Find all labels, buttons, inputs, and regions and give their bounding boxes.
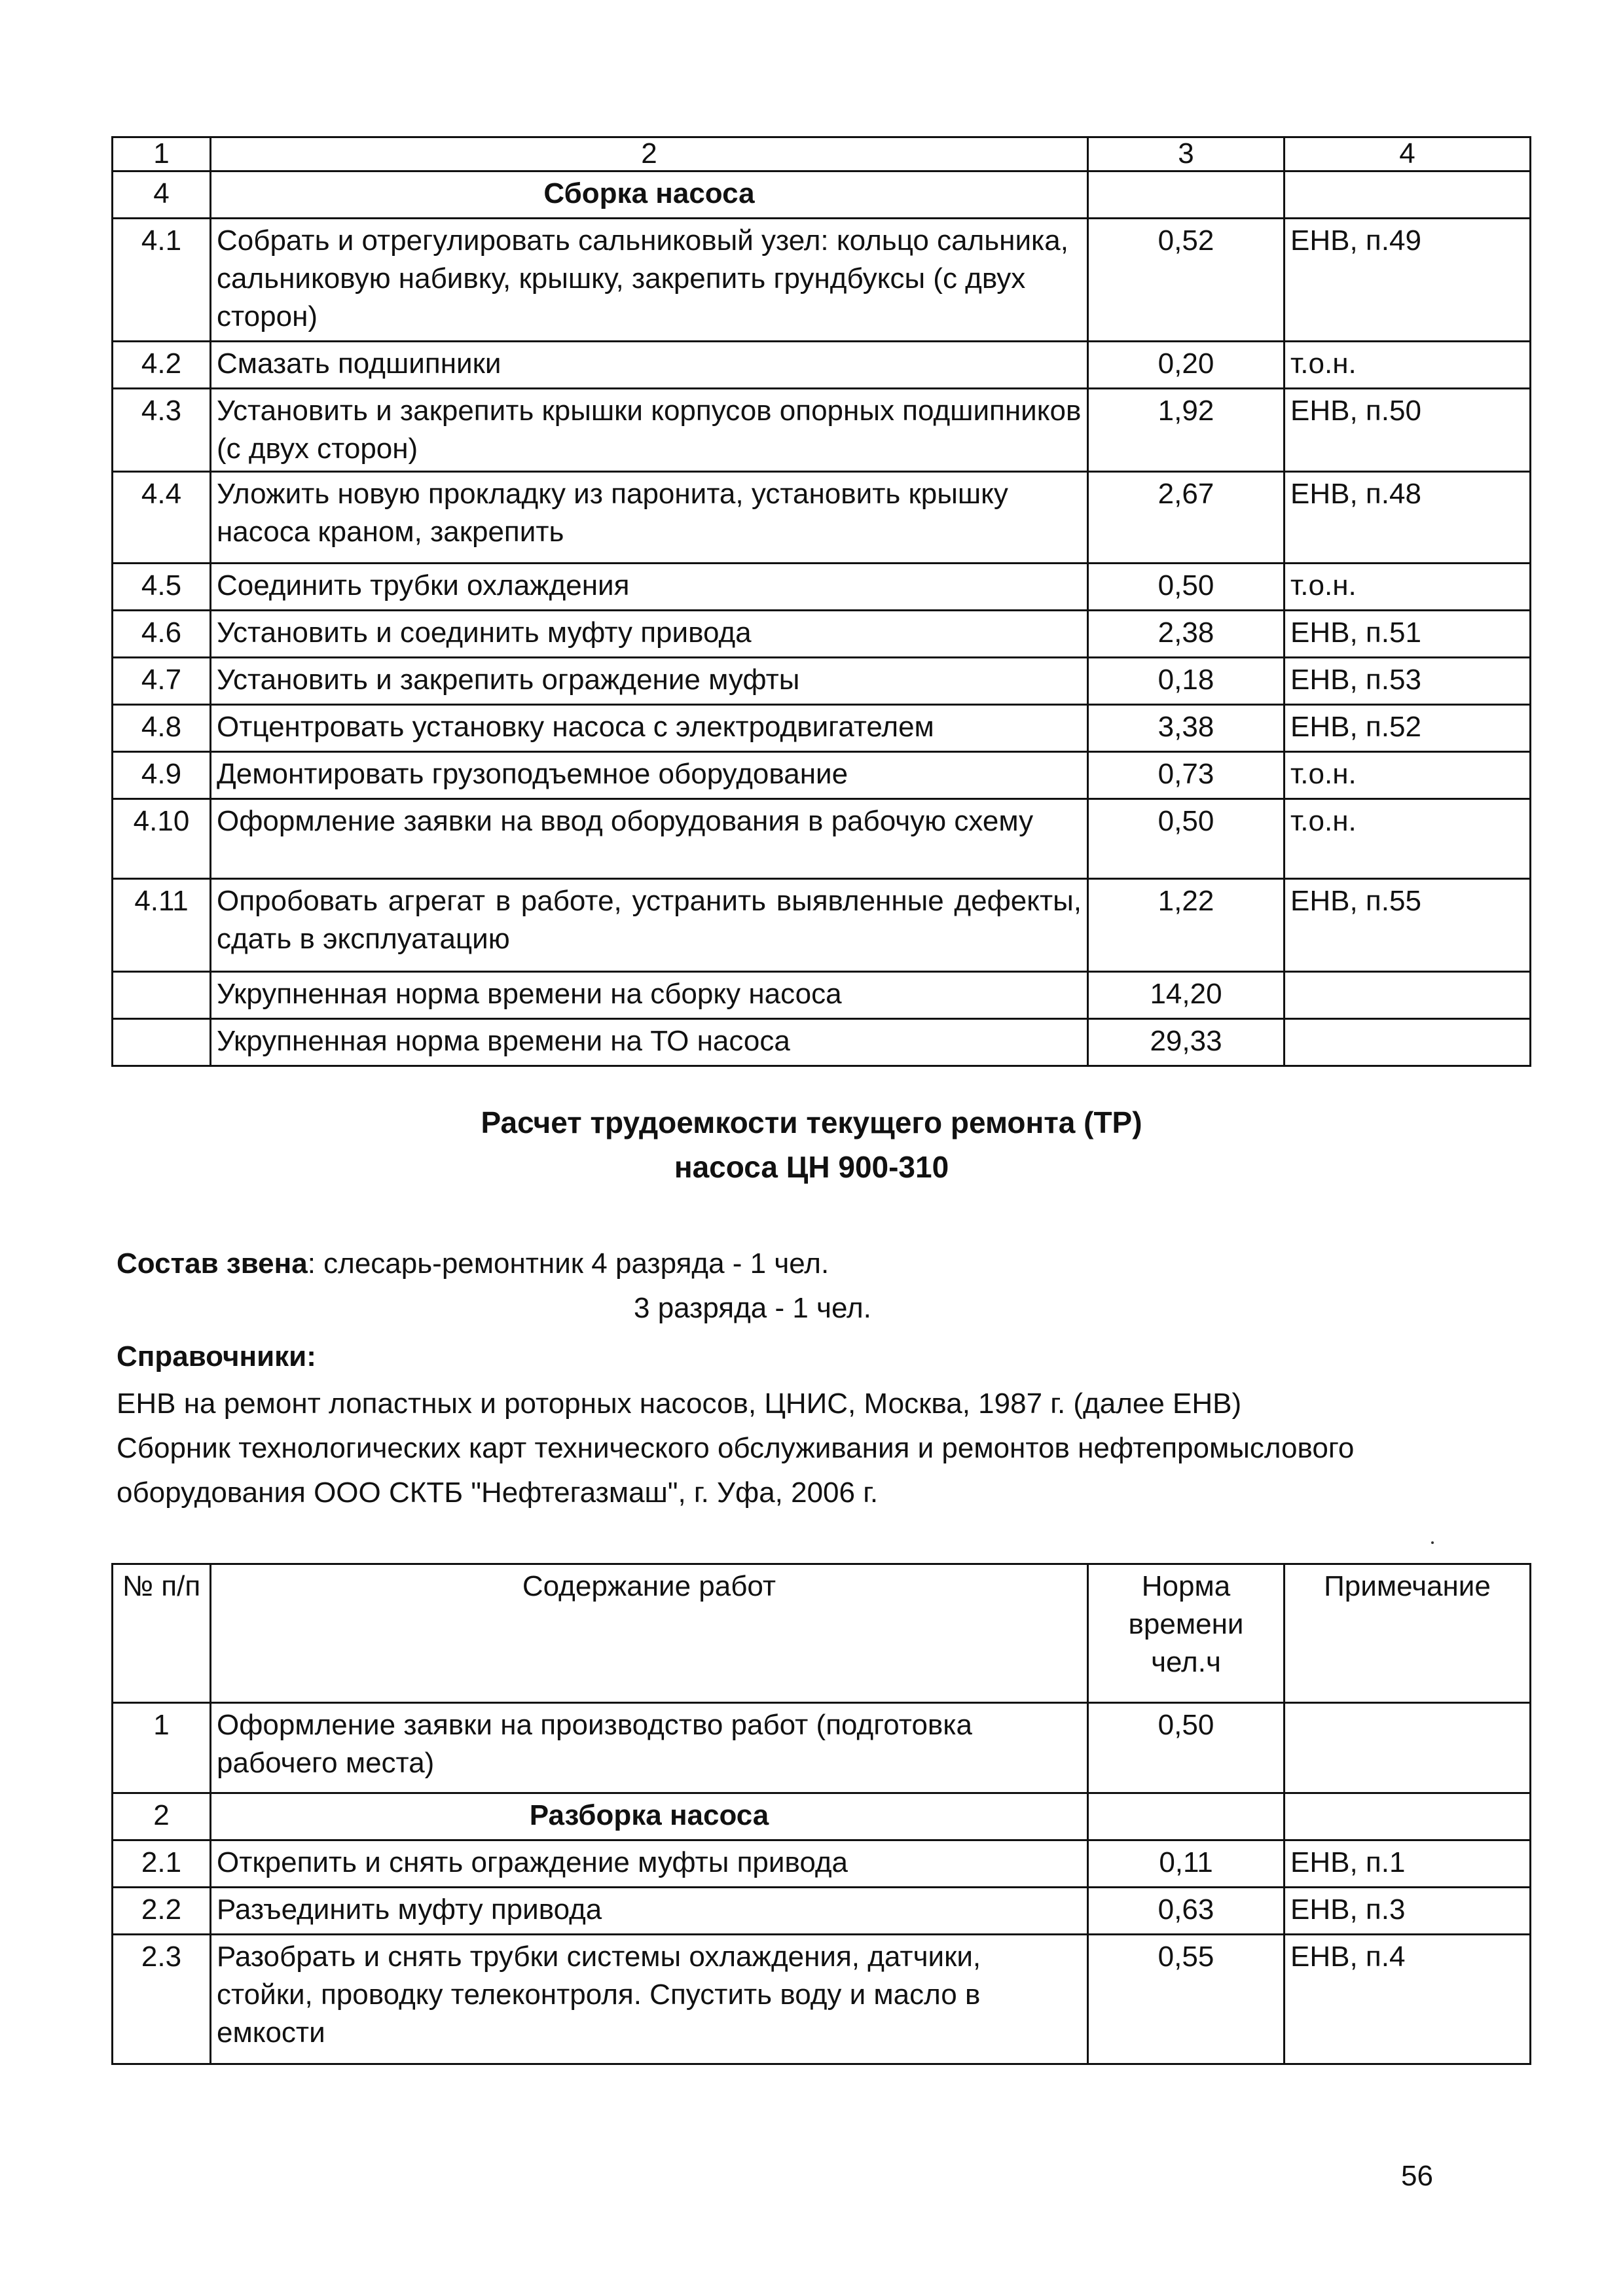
- table-row: [113, 342, 1531, 389]
- work-description: Смазать подшипники: [211, 342, 1088, 389]
- reference-line: оборудования ООО СКТБ "Нефтегазмаш", г. Уфа, 2006 г.: [117, 1477, 879, 1509]
- table-row: [113, 219, 1531, 342]
- row-number: 4.3: [113, 389, 211, 472]
- table-row: [113, 1840, 1531, 1888]
- section-title: Разборка насоса: [211, 1793, 1088, 1840]
- time-norm: 0,50: [1088, 1703, 1285, 1793]
- section-row: [113, 1793, 1531, 1840]
- note-cell: ЕНВ, п.52: [1285, 705, 1531, 752]
- empty-cell: [1088, 1793, 1285, 1840]
- header-cell: 1: [113, 137, 211, 171]
- crew-line-2: 3 разряда - 1 чел.: [634, 1292, 871, 1324]
- section-row: [113, 171, 1531, 219]
- note-cell: ЕНВ, п.55: [1285, 879, 1531, 972]
- table-row: [113, 799, 1531, 879]
- row-number: 4.9: [113, 752, 211, 799]
- section-title: Расчет трудоемкости текущего ремонта (ТР): [481, 1105, 1142, 1139]
- crew-label: Состав звена: [117, 1247, 308, 1280]
- page-number: 56: [1401, 2160, 1433, 2192]
- note-cell: ЕНВ, п.53: [1285, 658, 1531, 705]
- table-row: [113, 1935, 1531, 2064]
- time-norm: 0,73: [1088, 752, 1285, 799]
- table-row: [113, 705, 1531, 752]
- work-description: Опробовать агрегат в работе, устранить выявленные дефекты, сдать в эксплуатацию: [211, 879, 1088, 972]
- row-number: 4.4: [113, 472, 211, 564]
- repair-table: [111, 1563, 1531, 2065]
- section-title: Сборка насоса: [211, 171, 1088, 219]
- table-header-row: [113, 137, 1531, 171]
- header-cell: 2: [211, 137, 1088, 171]
- work-description: Соединить трубки охлаждения: [211, 564, 1088, 611]
- note-cell: ЕНВ, п.49: [1285, 219, 1531, 342]
- table-row: [113, 752, 1531, 799]
- header-norm: [1088, 1564, 1285, 1703]
- row-number: 4.10: [113, 799, 211, 879]
- empty-cell: [1285, 1793, 1531, 1840]
- time-norm: 3,38: [1088, 705, 1285, 752]
- header-norm-line: Норма: [1141, 1570, 1231, 1602]
- work-description: Открепить и снять ограждение муфты привода: [211, 1840, 1088, 1888]
- row-number: 4.5: [113, 564, 211, 611]
- header-content: Содержание работ: [211, 1564, 1088, 1703]
- work-description: Демонтировать грузоподъемное оборудование: [211, 752, 1088, 799]
- header-note: Примечание: [1285, 1564, 1531, 1703]
- work-description: Разобрать и снять трубки системы охлаждения, датчики, стойки, проводку телеконтроля. Спустить воду и масло в емкости: [211, 1935, 1088, 2064]
- row-number: 4.6: [113, 611, 211, 658]
- work-description: Собрать и отрегулировать сальниковый узел: кольцо сальника, сальниковую набивку, крышку, закрепить грундбуксы (с двух сторон): [211, 219, 1088, 342]
- note-cell: т.о.н.: [1285, 342, 1531, 389]
- work-description: Разъединить муфту привода: [211, 1888, 1088, 1935]
- time-norm: 0,55: [1088, 1935, 1285, 2064]
- row-number: 2: [113, 1793, 211, 1840]
- empty-cell: [1088, 171, 1285, 219]
- table-row: [113, 564, 1531, 611]
- table-row: [113, 879, 1531, 972]
- row-number: 4.2: [113, 342, 211, 389]
- empty-cell: [113, 972, 211, 1019]
- work-description: Оформление заявки на ввод оборудования в рабочую схему: [211, 799, 1088, 879]
- row-number: 4.7: [113, 658, 211, 705]
- note-cell: т.о.н.: [1285, 564, 1531, 611]
- reference-line: Сборник технологических карт технического обслуживания и ремонтов нефтепромыслового: [117, 1432, 1355, 1464]
- row-number: 1: [113, 1703, 211, 1793]
- work-description: Установить и закрепить ограждение муфты: [211, 658, 1088, 705]
- note-cell: т.о.н.: [1285, 752, 1531, 799]
- work-description: Установить и закрепить крышки корпусов опорных подшипников (с двух сторон): [211, 389, 1088, 472]
- total-value: 14,20: [1088, 972, 1285, 1019]
- empty-cell: [1285, 1019, 1531, 1066]
- empty-cell: [1285, 171, 1531, 219]
- note-cell: ЕНВ, п.48: [1285, 472, 1531, 564]
- time-norm: 1,92: [1088, 389, 1285, 472]
- table-row: [113, 1703, 1531, 1793]
- note-cell: ЕНВ, п.3: [1285, 1888, 1531, 1935]
- total-value: 29,33: [1088, 1019, 1285, 1066]
- row-number: 4: [113, 171, 211, 219]
- table-row: [113, 1888, 1531, 1935]
- time-norm: 2,67: [1088, 472, 1285, 564]
- row-number: 4.1: [113, 219, 211, 342]
- note-cell: т.о.н.: [1285, 799, 1531, 879]
- time-norm: 0,20: [1088, 342, 1285, 389]
- header-cell: 4: [1285, 137, 1531, 171]
- crew-line: [117, 1247, 829, 1280]
- row-number: 2.2: [113, 1888, 211, 1935]
- work-description: Оформление заявки на производство работ (подготовка рабочего места): [211, 1703, 1088, 1793]
- header-norm-line: чел.ч: [1151, 1646, 1221, 1678]
- header-norm-line: времени: [1128, 1608, 1244, 1640]
- note-cell: ЕНВ, п.4: [1285, 1935, 1531, 2064]
- row-number: 2.1: [113, 1840, 211, 1888]
- total-label: Укрупненная норма времени на ТО насоса: [211, 1019, 1088, 1066]
- note-cell: ЕНВ, п.50: [1285, 389, 1531, 472]
- note-cell: ЕНВ, п.1: [1285, 1840, 1531, 1888]
- work-description: Установить и соединить муфту привода: [211, 611, 1088, 658]
- work-description: Уложить новую прокладку из паронита, установить крышку насоса краном, закрепить: [211, 472, 1088, 564]
- header-cell: 3: [1088, 137, 1285, 171]
- total-row: [113, 1019, 1531, 1066]
- reference-line: ЕНВ на ремонт лопастных и роторных насосов, ЦНИС, Москва, 1987 г. (далее ЕНВ): [117, 1388, 1242, 1420]
- table-header-row: [113, 1564, 1531, 1703]
- time-norm: 0,18: [1088, 658, 1285, 705]
- time-norm: 2,38: [1088, 611, 1285, 658]
- crew-text: : слесарь-ремонтник 4 разряда - 1 чел.: [307, 1247, 830, 1280]
- references-heading: Справочники:: [117, 1340, 316, 1372]
- total-row: [113, 972, 1531, 1019]
- table-row: [113, 472, 1531, 564]
- time-norm: 0,50: [1088, 564, 1285, 611]
- time-norm: 1,22: [1088, 879, 1285, 972]
- section-subtitle: насоса ЦН 900-310: [674, 1150, 949, 1184]
- table-row: [113, 658, 1531, 705]
- time-norm: 0,63: [1088, 1888, 1285, 1935]
- header-num: № п/п: [113, 1564, 211, 1703]
- time-norm: 0,11: [1088, 1840, 1285, 1888]
- table-row: [113, 389, 1531, 472]
- empty-cell: [113, 1019, 211, 1066]
- note-cell: ЕНВ, п.51: [1285, 611, 1531, 658]
- time-norm: 0,52: [1088, 219, 1285, 342]
- references-label: [117, 1340, 316, 1373]
- empty-cell: [1285, 972, 1531, 1019]
- note-cell: [1285, 1703, 1531, 1793]
- assembly-table: [111, 136, 1531, 1067]
- table-row: [113, 611, 1531, 658]
- time-norm: 0,50: [1088, 799, 1285, 879]
- speck-mark: [1431, 1541, 1434, 1544]
- row-number: 4.8: [113, 705, 211, 752]
- row-number: 2.3: [113, 1935, 211, 2064]
- row-number: 4.11: [113, 879, 211, 972]
- total-label: Укрупненная норма времени на сборку насоса: [211, 972, 1088, 1019]
- work-description: Отцентровать установку насоса с электродвигателем: [211, 705, 1088, 752]
